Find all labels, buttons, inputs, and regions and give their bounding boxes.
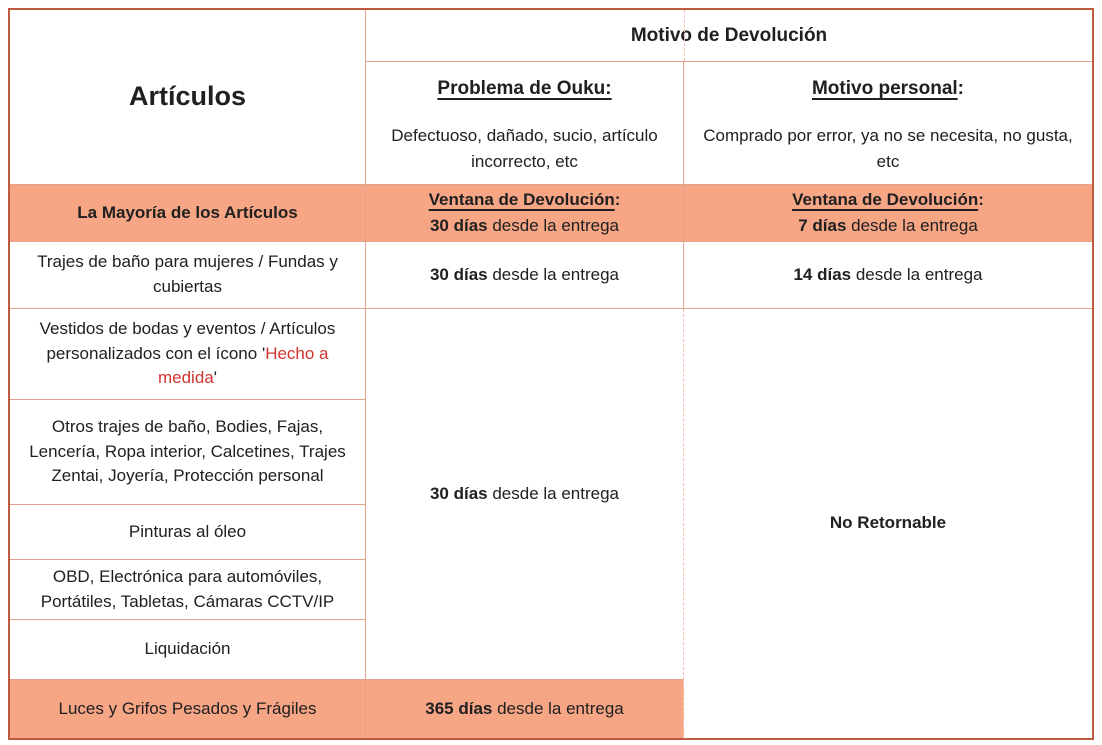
swimwear-personal-cell: 14 días desde la entrega [684,242,1092,309]
return-policy-table [8,8,1094,740]
ouku-column-title: Problema de Ouku: [437,78,612,99]
articles-header-cell [10,10,366,185]
personal-column-description: Comprado por error, ya no se necesita, no gusta, etc [703,125,1073,171]
return-window-label: Ventana de Devolución: [428,189,621,209]
ouku-column-header-cell [366,62,684,185]
clearance-row-label: Liquidación [10,620,366,680]
return-window-label: Ventana de Devolución: [792,189,984,209]
articles-header-label: Artículos [128,81,247,112]
return-window-value: 30 días desde la entrega [429,216,620,235]
electronics-row-label: OBD, Electrónica para automóviles, Portátiles, Tabletas, Cámaras CCTV/IP [10,560,366,620]
most-items-ouku-cell [366,185,684,242]
personal-column-title: Motivo personal: [811,78,964,99]
return-reason-header-cell [366,10,1092,62]
personal-column-header-cell [684,62,1092,185]
return-window-value: 7 días desde la entrega [798,216,978,235]
most-items-row-label: La Mayoría de los Artículos [10,185,366,242]
other-swimwear-row-label: Otros trajes de baño, Bodies, Fajas, Lencería, Ropa interior, Calcetines, Trajes Zentai, Joyería, Protección personal [10,400,366,505]
return-reason-header-label: Motivo de Devolución [630,24,828,46]
group-personal-cell: No Retornable [829,513,947,533]
group-ouku-cell: 30 días desde la entrega [366,309,684,680]
oil-paintings-row-label: Pinturas al óleo [10,505,366,560]
lights-faucets-ouku-cell: 365 días desde la entrega [366,680,684,738]
ouku-column-description: Defectuoso, dañado, sucio, artículo incorrecto, etc [391,125,658,171]
custom-made-highlight: Hecho a medida [157,343,329,388]
wedding-row-label: Vestidos de bodas y eventos / Artículos personalizados con el ícono 'Hecho a medida' [10,309,366,400]
merged-cell-gridline [684,10,685,61]
most-items-personal-cell [684,185,1092,242]
swimwear-row-label: Trajes de baño para mujeres / Fundas y cubiertas [10,242,366,309]
lights-faucets-row-label: Luces y Grifos Pesados y Frágiles [10,680,366,738]
swimwear-ouku-cell: 30 días desde la entrega [366,242,684,309]
